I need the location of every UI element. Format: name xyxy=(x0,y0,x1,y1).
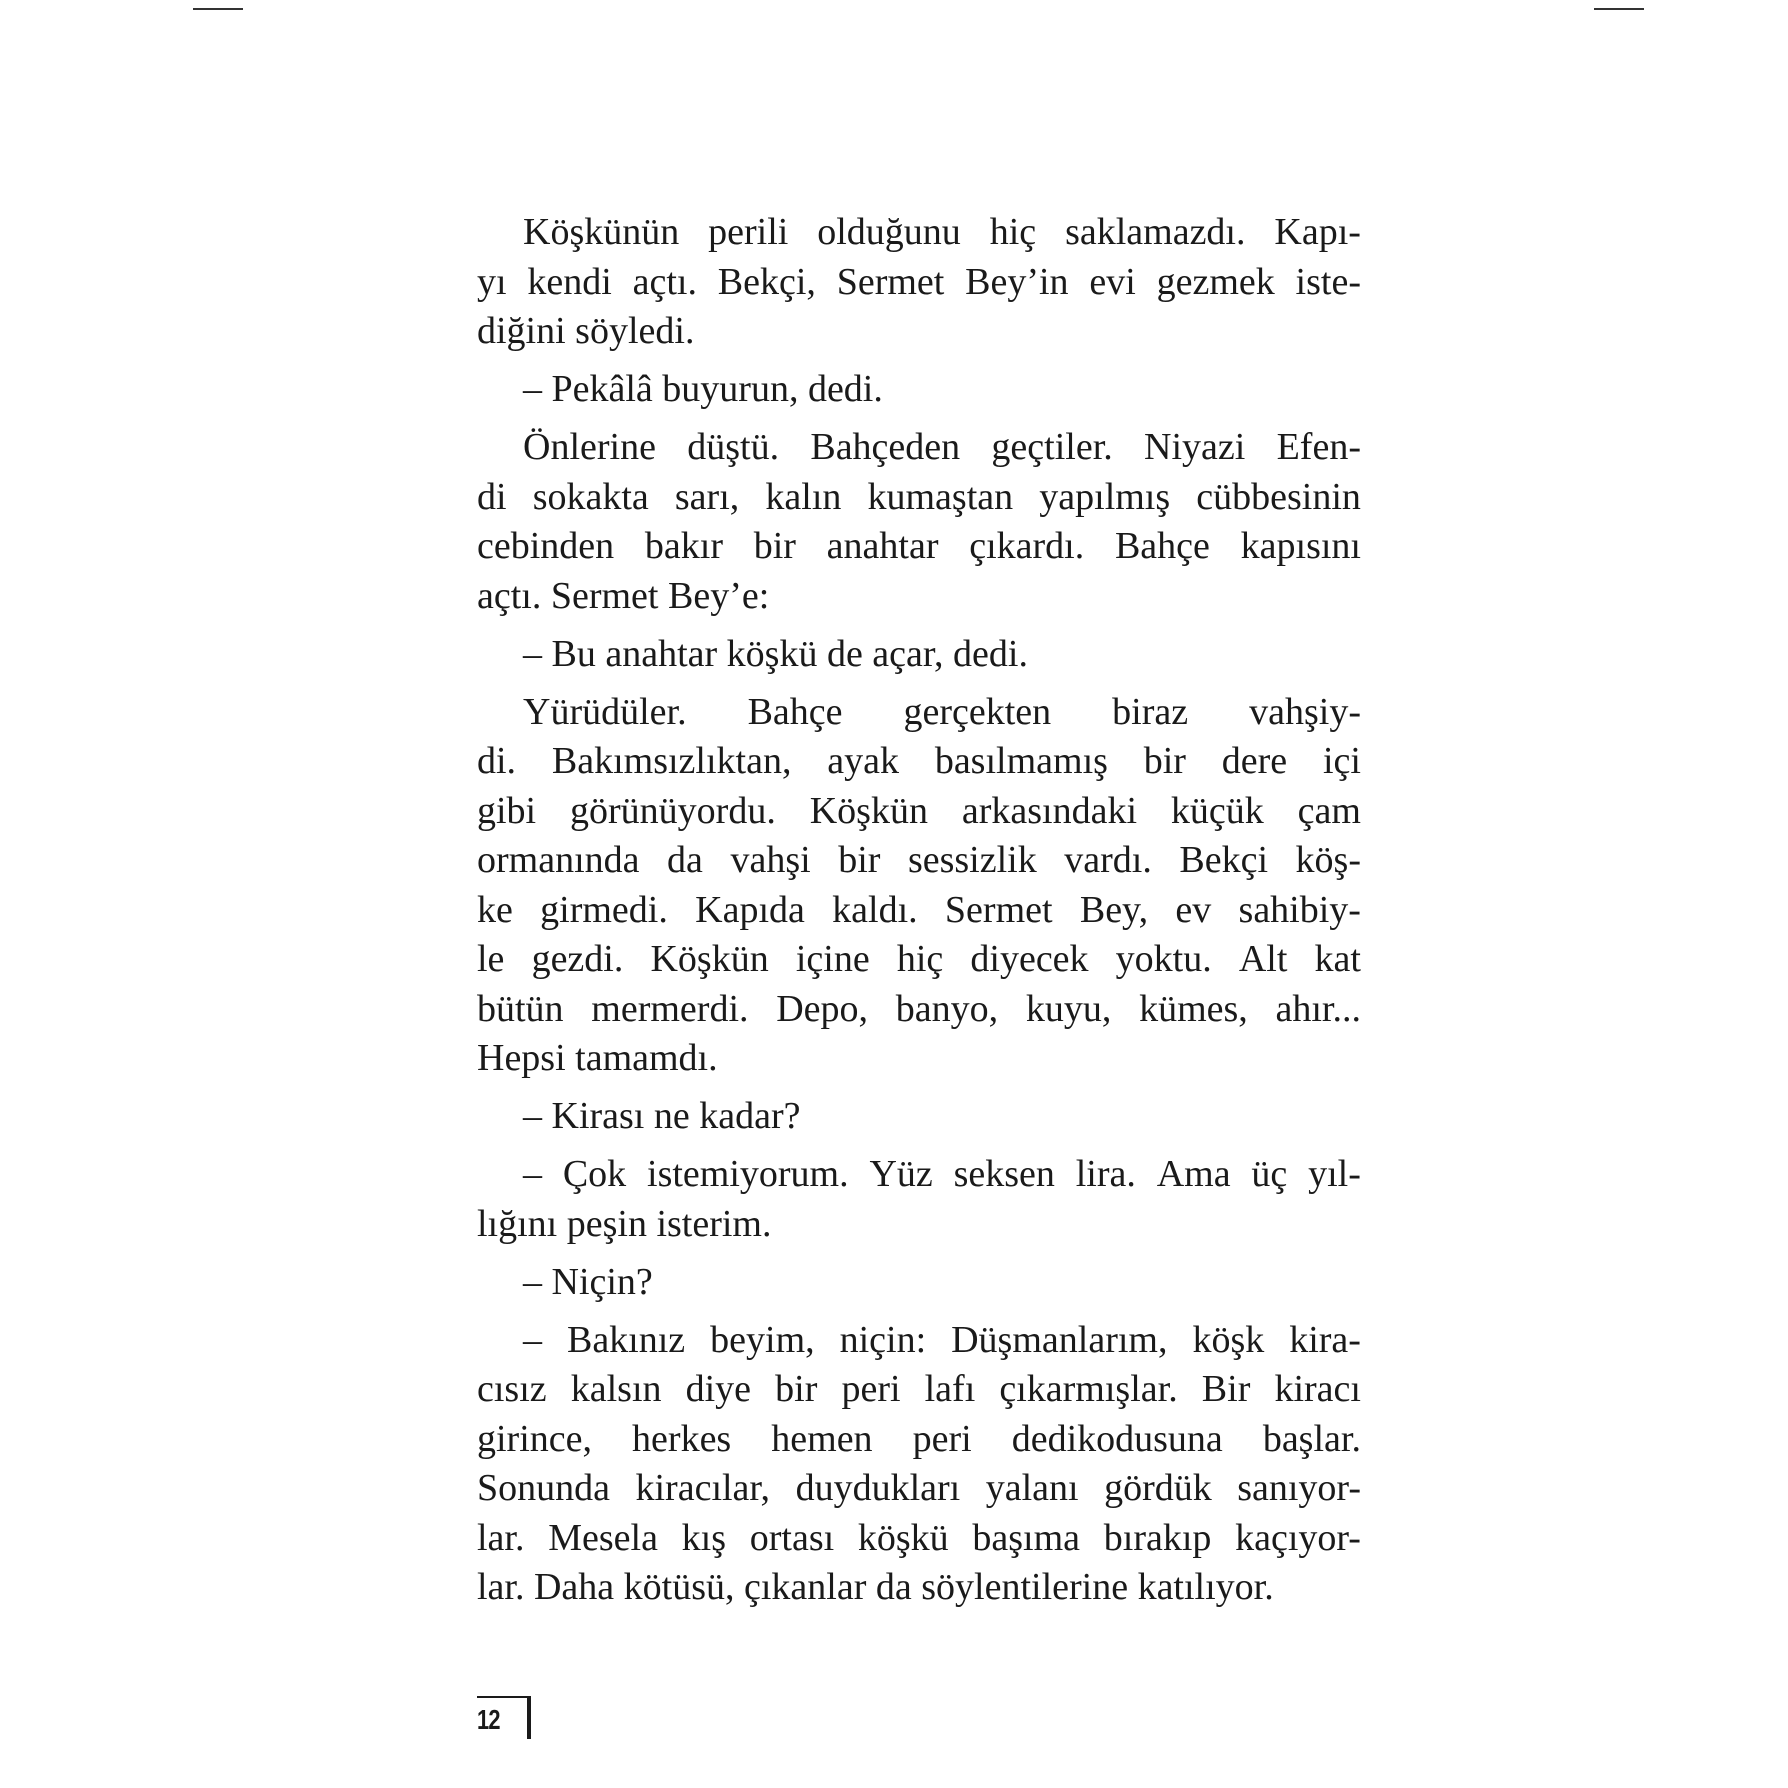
text-line: ormanında da vahşi bir sessizlik vardı. Bekçi köş- xyxy=(477,839,1361,881)
text-line: Hepsi tamamdı. xyxy=(477,1037,718,1079)
page-number: 12 xyxy=(477,1704,500,1735)
crop-mark-right xyxy=(1594,8,1644,10)
page-number-folio xyxy=(477,1696,535,1740)
text-line: yı kendi açtı. Bekçi, Sermet Bey’in evi gezmek iste- xyxy=(477,260,1361,303)
text-line: – Bu anahtar köşkü de açar, dedi. xyxy=(523,632,1028,675)
text-line: açtı. Sermet Bey’e: xyxy=(477,574,770,617)
text-line: cebinden bakır bir anahtar çıkardı. Bahçe kapısını xyxy=(477,525,1361,567)
text-line: lığını peşin isterim. xyxy=(477,1202,772,1245)
text-line: ke girmedi. Kapıda kaldı. Sermet Bey, ev sahibiy- xyxy=(477,888,1361,931)
text-line: Köşkünün perili olduğunu hiç saklamazdı. Kapı- xyxy=(523,211,1361,253)
folio-rule xyxy=(477,1696,529,1698)
text-line: lar. Mesela kış ortası köşkü başıma bırakıp kaçıyor- xyxy=(477,1516,1361,1559)
folio-bar xyxy=(527,1696,531,1739)
text-line: – Bakınız beyim, niçin: Düşmanlarım, köşk kira- xyxy=(523,1318,1361,1361)
text-line: lar. Daha kötüsü, çıkanlar da söylentilerine katılıyor. xyxy=(477,1566,1274,1608)
text-line: bütün mermerdi. Depo, banyo, kuyu, kümes, ahır... xyxy=(477,987,1361,1030)
text-line: Yürüdüler. Bahçe gerçekten biraz vahşiy- xyxy=(523,690,1361,733)
text-line: di sokakta sarı, kalın kumaştan yapılmış cübbesinin xyxy=(477,475,1361,518)
crop-mark-left xyxy=(193,8,243,10)
text-line: Önlerine düştü. Bahçeden geçtiler. Niyazi Efen- xyxy=(523,426,1361,468)
text-line: – Niçin? xyxy=(523,1260,653,1303)
text-line: diğini söyledi. xyxy=(477,310,695,352)
page-body-text xyxy=(477,208,1361,1613)
text-line: – Pekâlâ buyurun, dedi. xyxy=(523,368,883,410)
text-line: di. Bakımsızlıktan, ayak basılmamış bir dere içi xyxy=(477,740,1361,782)
text-line: – Çok istemiyorum. Yüz seksen lira. Ama üç yıl- xyxy=(523,1153,1361,1195)
text-line: gibi görünüyordu. Köşkün arkasındaki küçük çam xyxy=(477,789,1361,832)
text-line: Sonunda kiracılar, duydukları yalanı gördük sanıyor- xyxy=(477,1467,1361,1509)
text-line: – Kirası ne kadar? xyxy=(523,1095,801,1137)
text-line: cısız kalsın diye bir peri lafı çıkarmışlar. Bir kiracı xyxy=(477,1368,1361,1410)
text-line: girince, herkes hemen peri dedikodusuna başlar. xyxy=(477,1417,1361,1460)
text-line: le gezdi. Köşkün içine hiç diyecek yoktu. Alt kat xyxy=(477,938,1361,980)
